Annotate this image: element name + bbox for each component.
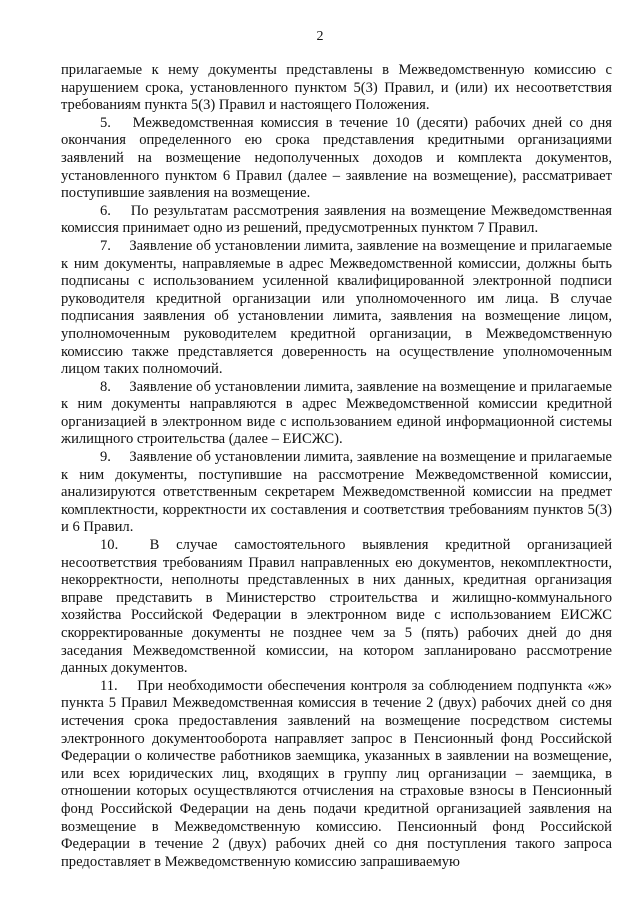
paragraph-6: 6. По результатам рассмотрения заявления на возмещение Межведомственная комиссия принимает одно из решений, предусмотренных пунктом 7 Правил. — [61, 202, 612, 237]
paragraph-10: 10. В случае самостоятельного выявления кредитной организацией несоответствия требованиям Правил направленных ею документов, некомплектности, некорректности, неполноты представленных в них данных, кредитная организация вправе представить в Министерство строительства и жилищно-коммунального хозяйства Российской Федерации в электронном виде с использованием ЕИСЖС скорректированные документы не позднее чем за 5 (пять) рабочих дней до дня заседания Межведомственной комиссии, на котором запланировано рассмотрение данных документов. — [61, 537, 612, 677]
document-body — [61, 62, 612, 871]
paragraph-5: 5. Межведомственная комиссия в течение 10 (десяти) рабочих дней со дня окончания определенного ею срока представления кредитными организациями заявлений на возмещение недополученных доходов и комплекта документов, установленного пунктом 6 Правил (далее – заявление на возмещение), рассматривает поступившие заявления на возмещение. — [61, 114, 612, 202]
page-number: 2 — [316, 29, 324, 44]
paragraph-8: 8. Заявление об установлении лимита, заявление на возмещение и прилагаемые к ним документы направляются в адрес Межведомственной комиссии кредитной организацией в электронном виде с использованием единой информационной системы жилищного строительства (далее – ЕИСЖС). — [61, 378, 612, 448]
paragraph-7: 7. Заявление об установлении лимита, заявление на возмещение и прилагаемые к ним документы, направляемые в адрес Межведомственной комиссии, должны быть подписаны с использованием усиленной квалифицированной электронной подписи руководителя кредитной организации или уполномоченного им лица. В случае подписания заявления об установлении лимита, заявления на возмещение лицом, уполномоченным руководителем кредитной организации, в Межведомственную комиссию также представляется доверенность на осуществление уполномоченным лицом таких полномочий. — [61, 237, 612, 378]
paragraph-continuation: прилагаемые к нему документы представлены в Межведомственную комиссию с нарушением срока, установленного пунктом 5(3) Правил, и (или) их несоответствия требованиям пункта 5(3) Правил и настоящего Положения. — [61, 62, 612, 114]
paragraph-9: 9. Заявление об установлении лимита, заявление на возмещение и прилагаемые к ним документы, поступившие на рассмотрение Межведомственной комиссии, анализируются ответственным секретарем Межведомственной комиссии на предмет комплектности, корректности их составления и соответствия требованиям пунктов 5(3) и 6 Правил. — [61, 449, 612, 536]
paragraph-11: 11. При необходимости обеспечения контроля за соблюдением подпункта «ж» пункта 5 Правил Межведомственная комиссия в течение 2 (двух) рабочих дней со дня истечения срока предоставления заявлений на возмещение посредством системы электронного документооборота направляет запрос в Пенсионный фонд Российской Федерации о количестве работников заемщика, указанных в заявлении на возмещение, или всех юридических лиц, входящих в группу лиц организации – заемщика, в отношении которых осуществляются отчисления на страховые взносы в Пенсионный фонд Российской Федерации на день подачи кредитной организацией заявления на возмещение в Межведомственную комиссию. Пенсионный фонд Российской Федерации в течение 2 (двух) рабочих дней со дня поступления такого запроса предоставляет в Межведомственную комиссию запрашиваемую — [61, 677, 612, 870]
